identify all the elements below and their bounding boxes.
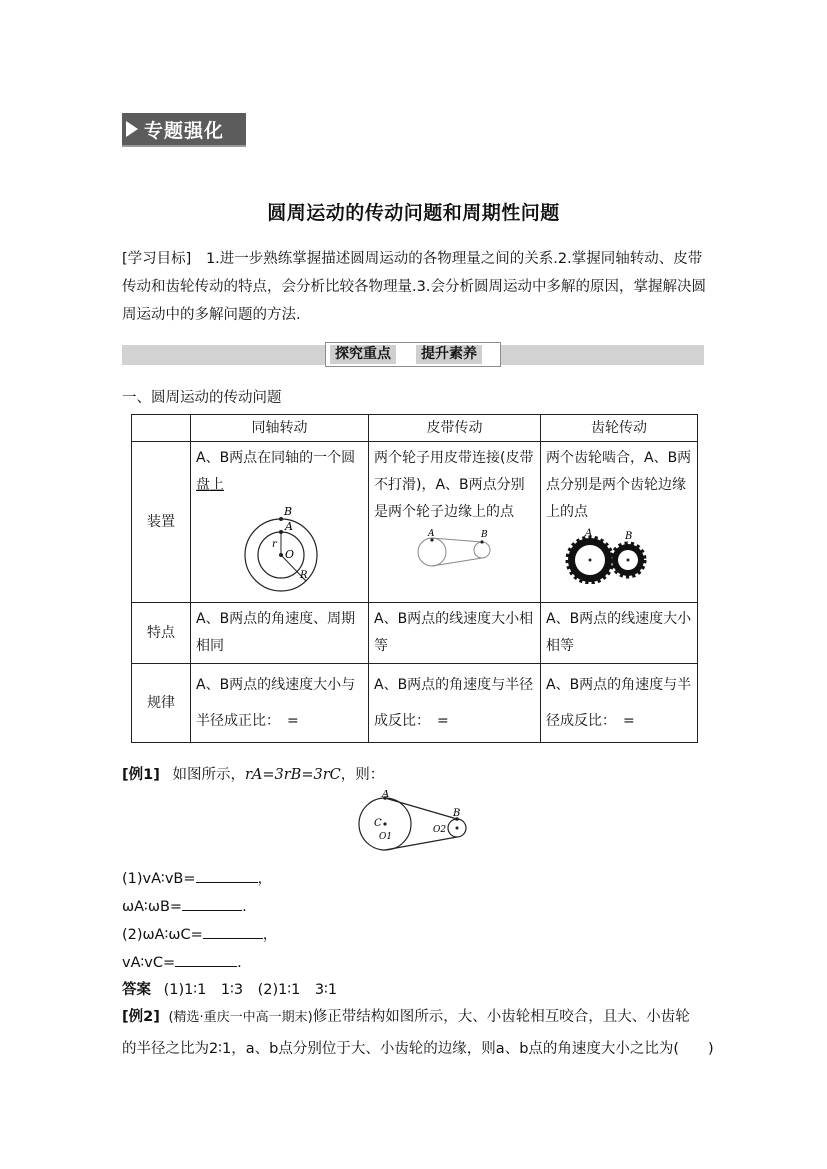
example2-text2: 的半径之比为2∶1，a、b点分别位于大、小齿轮的边缘，则a、b点的角速度大小之比为( ) [122, 1041, 714, 1057]
ex1-label-c: C [374, 818, 382, 829]
table-row-device [132, 442, 698, 603]
gear-device-cell [541, 442, 698, 603]
answer-blank[interactable] [182, 896, 242, 911]
label-o: O [285, 548, 295, 561]
example2-text1: 修正带结构如图所示，大、小齿轮相互咬合，且大、小齿轮 [312, 1009, 690, 1025]
example1-line [122, 764, 384, 786]
band-label-right: 提升素养 [416, 345, 482, 364]
point-b-dot [279, 517, 283, 521]
example1-q1a: (1)vA∶vB= ， [122, 868, 272, 890]
answer-label: 答案 [122, 982, 151, 998]
section-heading: 一、圆周运动的传动问题 [122, 390, 282, 406]
coaxial-rule-cell: A、B两点的线速度大小与半径成正比： = [191, 664, 369, 743]
table-header: 皮带传动 [369, 415, 541, 442]
table-header: 同轴转动 [191, 415, 369, 442]
belt-device-text: 两个轮子用皮带连接(皮带不打滑)，A、B两点分别是两个轮子边缘上的点 [374, 450, 534, 520]
answer-blank[interactable] [203, 924, 263, 939]
gear-device-text: 两个齿轮啮合，A、B两点分别是两个齿轮边缘上的点 [546, 450, 692, 520]
learning-goals-text: 1.进一步熟练掌握描述圆周运动的各物理量之间的关系.2.掌握同轴转动、皮带传动和齿轮传动的特点，会分析比较各物理量.3.会分析圆周运动中多解的原因，掌握解决圆周运动中的多解问题的方法. [122, 251, 706, 323]
example2-line2 [122, 1038, 714, 1060]
banner-underline [122, 145, 246, 147]
gear-diagram [546, 528, 692, 584]
example2-source: (精选·重庆一中高一期末) [168, 1010, 313, 1025]
table-row-rule [132, 664, 698, 743]
ex1-label-o1: O1 [379, 832, 393, 842]
large-pulley-circle [418, 538, 446, 566]
coaxial-device-cell [191, 442, 369, 603]
small-pulley-circle [474, 542, 490, 558]
example1-tail: ，则： [340, 767, 385, 783]
gear-label-b: B [625, 531, 633, 542]
belt-label-a: A [428, 529, 435, 539]
ex1-label-a: A [382, 790, 390, 800]
label-a: A [285, 520, 293, 533]
page-title: 圆周运动的传动问题和周期性问题 [267, 202, 560, 224]
coaxial-feature-cell: A、B两点的角速度、周期相同 [191, 603, 369, 664]
coaxial-disk-diagram [196, 499, 364, 599]
belt-feature-cell: A、B两点的线速度大小相等 [369, 603, 541, 664]
belt-rule-cell: A、B两点的角速度与半径成反比： = [369, 664, 541, 743]
transmission-table [131, 414, 698, 743]
example1-answer [122, 979, 337, 1001]
band-label-left: 探究重点 [330, 345, 396, 364]
table-header: 齿轮传动 [541, 415, 698, 442]
example1-label: [例1] [122, 767, 160, 783]
example1-equation: rA=3rB=3rC [244, 767, 341, 783]
row-label: 特点 [132, 603, 191, 664]
table-row-feature [132, 603, 698, 664]
example1-pulley-diagram [355, 790, 470, 856]
gear-rule-cell: A、B两点的角速度与半径成反比： = [541, 664, 698, 743]
banner-label: 专题强化 [144, 120, 225, 142]
section-band-label-box [325, 342, 501, 367]
row-label: 规律 [132, 664, 191, 743]
row-label: 装置 [132, 442, 191, 603]
example2-label: [例2] [122, 1009, 160, 1025]
example1-q2b: vA∶vC= . [122, 952, 242, 974]
label-b: B [284, 505, 293, 518]
example1-intro: 如图所示， [172, 767, 245, 783]
table-header-empty [132, 415, 191, 442]
answer-text: (1)1∶1 1∶3 (2)1∶1 3∶1 [163, 982, 338, 998]
answer-blank[interactable] [175, 952, 237, 967]
triangle-arrow-icon [126, 121, 138, 137]
label-big-r: R [300, 570, 308, 581]
topic-banner [122, 113, 246, 145]
belt-device-cell [369, 442, 541, 603]
gear-feature-cell: A、B两点的线速度大小相等 [541, 603, 698, 664]
label-r: r [272, 539, 277, 550]
learning-goals [122, 245, 708, 329]
coaxial-device-underlined: 盘上 [196, 477, 224, 493]
belt-diagram [374, 526, 534, 572]
table-header-row [132, 415, 698, 442]
ex1-label-b: B [453, 808, 461, 819]
example1-q1b: ωA∶ωB= . [122, 896, 247, 918]
belt-label-b: B [481, 530, 488, 540]
learning-goals-label: [学习目标] [122, 251, 192, 267]
example2-line1 [122, 1006, 690, 1029]
example1-q2a: (2)ωA∶ωC= ， [122, 924, 277, 946]
gear-label-a: A [585, 528, 593, 539]
ex1-label-o2: O2 [433, 825, 447, 835]
coaxial-device-text: A、B两点在同轴的一个圆 [196, 450, 356, 466]
answer-blank[interactable] [196, 868, 258, 883]
